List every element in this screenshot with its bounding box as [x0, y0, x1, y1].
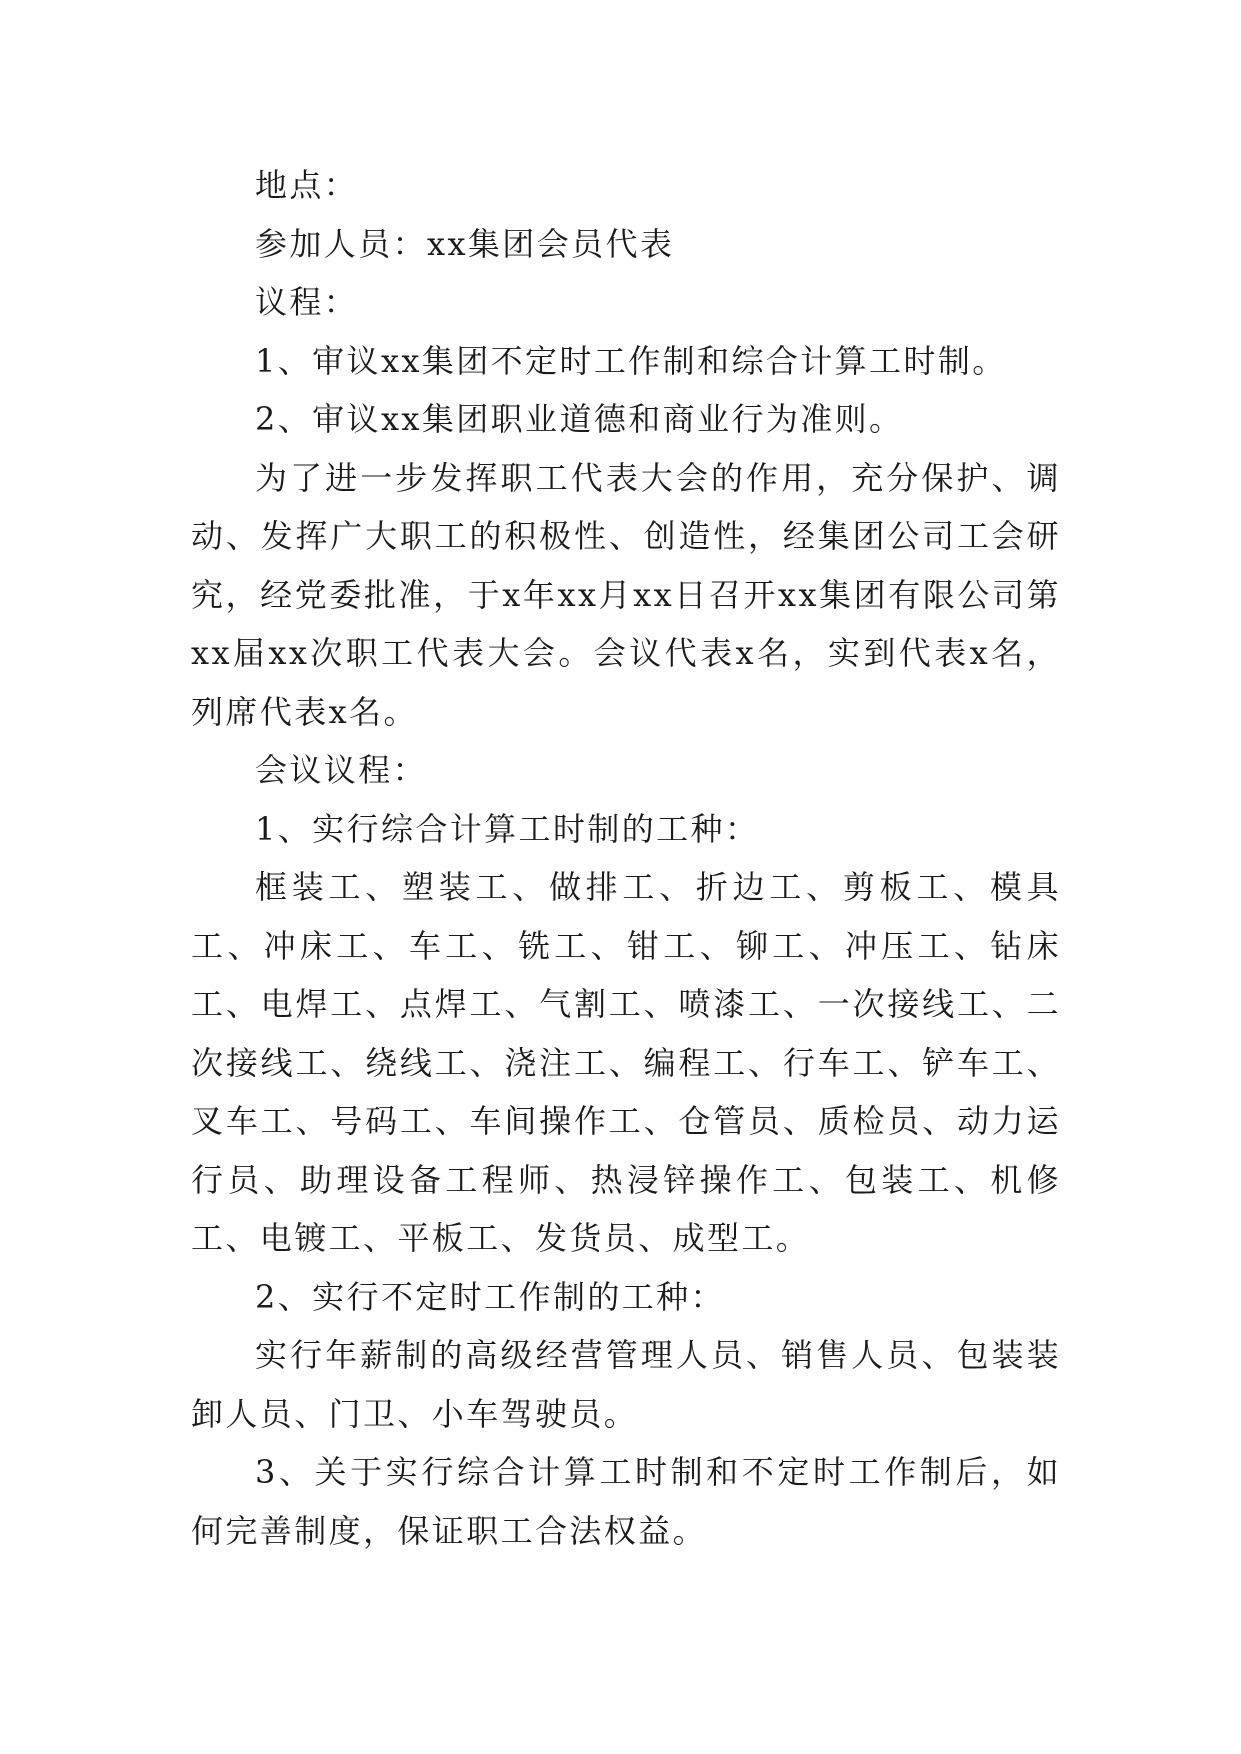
comprehensive-hours-job-list: 框装工、塑装工、做排工、折边工、剪板工、模具工、冲床工、车工、铣工、钳工、铆工、冲压工、钻床工、电焊工、点焊工、气割工、喷漆工、一次接线工、二次接线工、绕线工、浇注工、编程工、行车工、铲车工、叉车工、号码工、车间操作工、仓管员、质检员、动力运行员、助理设备工程师、热浸锌操作工、包装工、机修工、电镀工、平板工、发货员、成型工。	[191, 868, 1061, 1257]
meeting-summary-paragraph: 为了进一步发挥职工代表大会的作用，充分保护、调动、发挥广大职工的积极性、创造性，经集团公司工会研究，经党委批准，于x年xx月xx日召开xx集团有限公司第xx届xx次职工代表大会。会议代表x名，实到代表x名，列席代表x名。	[191, 458, 1061, 731]
flexible-hours-heading: 2、实行不定时工作制的工种：	[255, 1277, 725, 1316]
flexible-hours-job-list: 实行年薪制的高级经营管理人员、销售人员、包装装卸人员、门卫、小车驾驶员。	[191, 1336, 1061, 1433]
meeting-agenda-heading: 会议议程：	[255, 751, 428, 789]
comprehensive-hours-heading: 1、实行综合计算工时制的工种：	[255, 809, 760, 848]
location-line: 地点：	[255, 166, 359, 204]
agenda-item-2: 2、审议xx集团职业道德和商业行为准则。	[255, 400, 904, 438]
attendees-line: 参加人员：xx集团会员代表	[255, 224, 675, 263]
rights-protection-item: 3、关于实行综合计算工时制和不定时工作制后，如何完善制度，保证职工合法权益。	[191, 1453, 1061, 1550]
document-body	[191, 156, 1061, 1560]
agenda-item-1: 1、审议xx集团不定时工作制和综合计算工时制。	[255, 341, 1007, 380]
agenda-heading: 议程：	[255, 283, 359, 321]
